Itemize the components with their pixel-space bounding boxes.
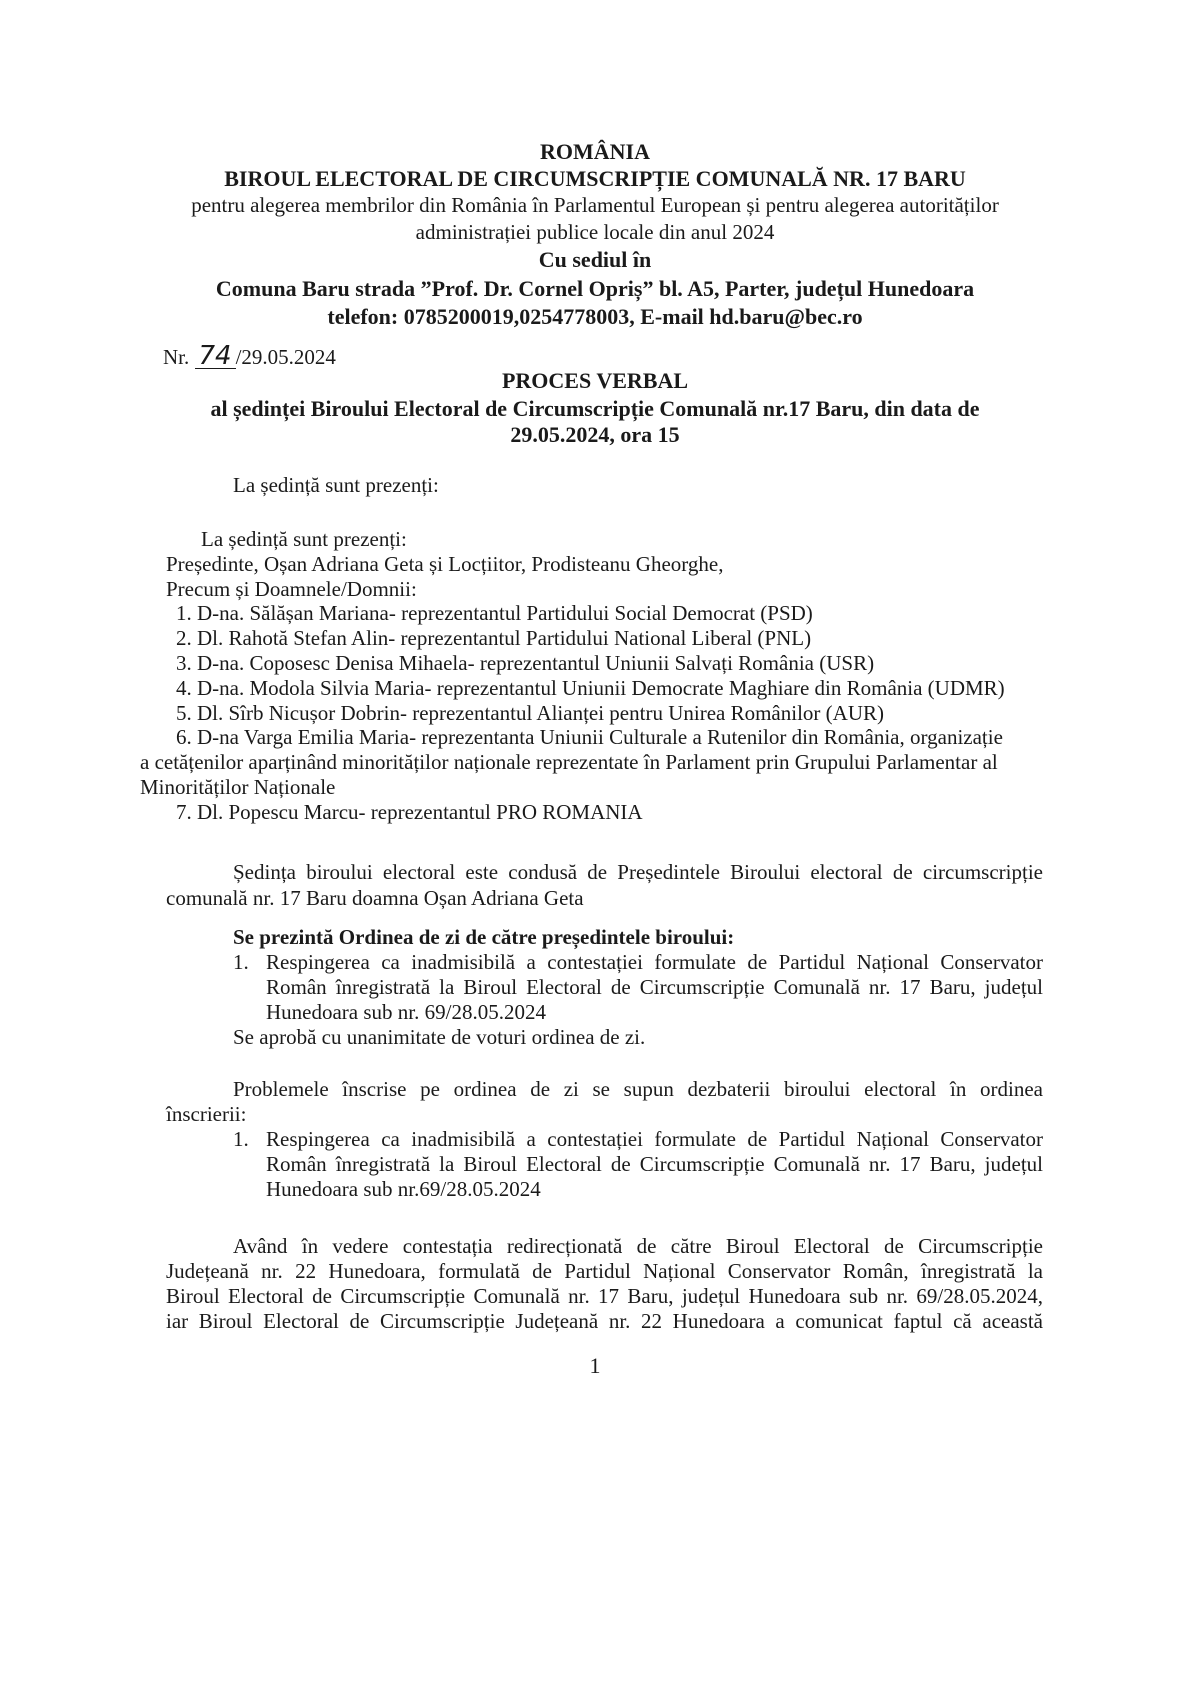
member-item: 7. Dl. Popescu Marcu- reprezentantul PRO ROMANIA	[176, 800, 643, 824]
purpose-line-1: pentru alegerea membrilor din România în Parlamentul European și pentru alegerea autorităților	[191, 193, 999, 217]
page-number: 1	[589, 1353, 601, 1378]
address-line: Comuna Baru strada ”Prof. Dr. Cornel Opriș” bl. A5, Parter, județul Hunedoara	[215, 276, 975, 301]
document-subtitle-2: 29.05.2024, ora 15	[510, 422, 680, 447]
others-line: Precum și Doamnele/Domnii:	[166, 577, 417, 601]
debate-item-line-1: Respingerea ca inadmisibilă a contestației formulate de Partidul Național Conservator	[266, 1127, 1043, 1151]
handwritten-number: 74	[195, 344, 236, 369]
considering-line-4: iar Biroul Electoral de Circumscripție Județeană nr. 22 Hunedoara a comunicat faptul că această	[166, 1309, 1043, 1333]
member-item: 3. D-na. Coposesc Denisa Mihaela- reprezentantul Uniunii Salvați România (USR)	[176, 651, 875, 675]
considering-line-3: Biroul Electoral de Circumscripție Comunală nr. 17 Baru, județul Hunedoara sub nr. 69/28.05.2024,	[166, 1284, 1043, 1308]
debate-item-number: 1.	[233, 1127, 249, 1151]
debate-item-line-3: Hunedoara sub nr.69/28.05.2024	[266, 1177, 541, 1201]
member-item: 4. D-na. Modola Silvia Maria- reprezentantul Uniunii Democrate Maghiare din România (UDMR)	[176, 676, 1005, 700]
debate-line-1: Problemele înscrise pe ordinea de zi se supun dezbaterii biroului electoral în ordinea	[233, 1077, 1043, 1101]
considering-line-1: Având în vedere contestația redirecționată de către Biroul Electoral de Circumscripție	[233, 1234, 1043, 1258]
country-heading: ROMÂNIA	[540, 139, 650, 164]
office-heading: BIROUL ELECTORAL DE CIRCUMSCRIPȚIE COMUNALĂ NR. 17 BARU	[224, 166, 966, 191]
document-title: PROCES VERBAL	[501, 368, 689, 393]
agenda-item-number: 1.	[233, 950, 249, 974]
contact-line: telefon: 0785200019,0254778003, E-mail hd.baru@bec.ro	[327, 304, 863, 329]
member-item: 6. D-na Varga Emilia Maria- reprezentanta Uniunii Culturale a Rutenilor din România, organizație	[176, 725, 1003, 749]
registration-date: /29.05.2024	[235, 345, 336, 369]
attendance-intro-2: La ședință sunt prezenți:	[201, 527, 407, 551]
member-item: 1. D-na. Sălășan Mariana- reprezentantul Partidului Social Democrat (PSD)	[176, 601, 813, 625]
agenda-item-line-1: Respingerea ca inadmisibilă a contestației formulate de Partidul Național Conservator	[266, 950, 1043, 974]
attendance-intro-1: La ședință sunt prezenți:	[233, 473, 439, 497]
debate-item-line-2: Român înregistrată la Biroul Electoral de Circumscripție Comunală nr. 17 Baru, județul	[266, 1152, 1043, 1176]
agenda-item-line-2: Român înregistrată la Biroul Electoral de Circumscripție Comunală nr. 17 Baru, județul	[266, 975, 1043, 999]
member-item: 5. Dl. Sîrb Nicușor Dobrin- reprezentantul Alianței pentru Unirea Românilor (AUR)	[176, 701, 884, 725]
agenda-item-line-3: Hunedoara sub nr. 69/28.05.2024	[266, 1000, 546, 1024]
president-line: Președinte, Oșan Adriana Geta și Locțiitor, Prodisteanu Gheorghe,	[166, 552, 724, 576]
registration-prefix: Nr.	[163, 345, 190, 369]
member-item: 2. Dl. Rahotă Stefan Alin- reprezentantul Partidului National Liberal (PNL)	[176, 626, 812, 650]
member-item-continuation: Minorităților Naționale	[140, 775, 336, 799]
debate-line-2: înscrierii:	[166, 1102, 247, 1126]
purpose-line-2: administrației publice locale din anul 2024	[415, 220, 775, 244]
registration-number	[163, 341, 336, 371]
document-subtitle-1: al ședinței Biroului Electoral de Circumscripție Comunală nr.17 Baru, din data de	[210, 396, 980, 421]
considering-line-2: Județeană nr. 22 Hunedoara, formulată de Partidul Național Conservator Român, înregistrată la	[166, 1259, 1043, 1283]
chair-line-1: Ședința biroului electoral este condusă de Președintele Biroului electoral de circumscripție	[233, 860, 1043, 884]
chair-line-2: comunală nr. 17 Baru doamna Oșan Adriana Geta	[166, 886, 584, 910]
agenda-heading: Se prezintă Ordinea de zi de către președintele biroului:	[233, 925, 735, 949]
member-item-continuation: a cetățenilor aparținând minorităților naționale reprezentate în Parlament prin Grupului Parlamentar al	[140, 750, 998, 774]
seat-label: Cu sediul în	[538, 247, 652, 272]
agenda-approval: Se aprobă cu unanimitate de voturi ordinea de zi.	[233, 1025, 646, 1049]
